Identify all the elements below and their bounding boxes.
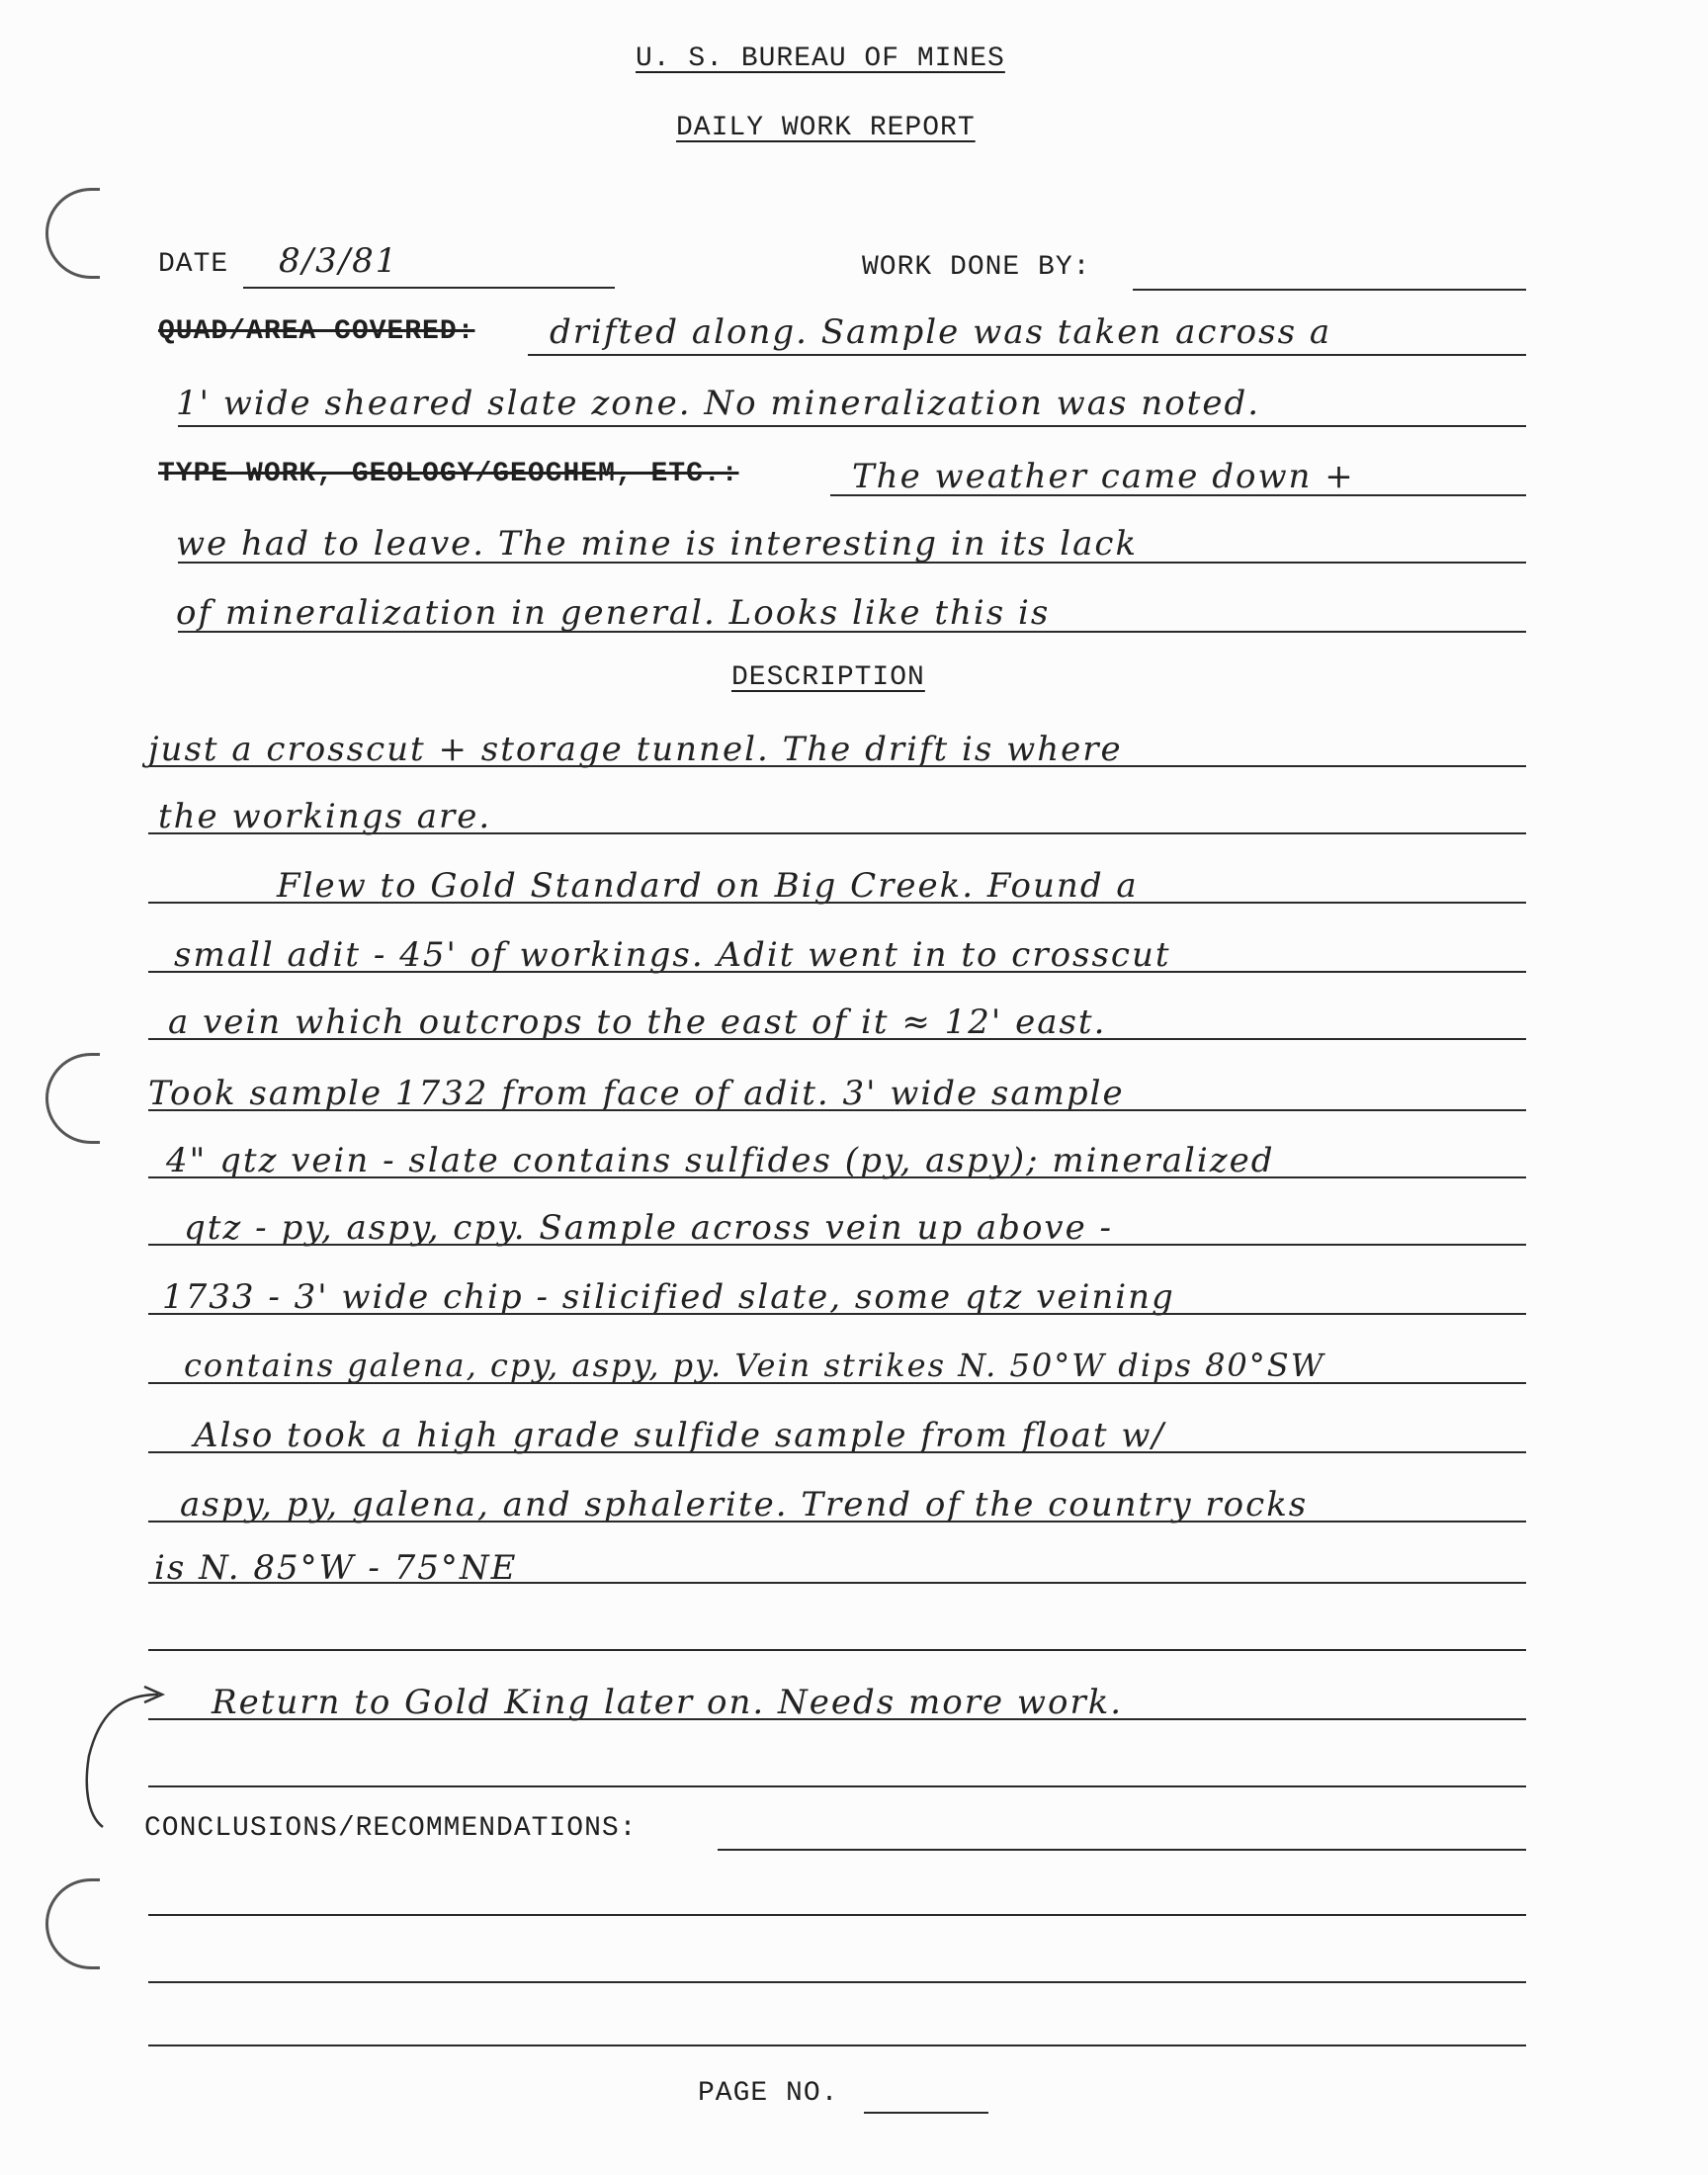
report-title: DAILY WORK REPORT — [676, 113, 976, 143]
rule-5 — [178, 631, 1526, 633]
desc-line: a vein which outcrops to the east of it ≈ 12' east. — [168, 1002, 1107, 1042]
rule-4 — [178, 562, 1526, 564]
work-done-by-label: WORK DONE BY: — [862, 252, 1091, 283]
conclusions-label: CONCLUSIONS/RECOMMENDATIONS: — [144, 1813, 638, 1844]
rule-21 — [148, 1785, 1526, 1787]
rule-6 — [148, 765, 1526, 767]
page-no-label: PAGE NO. — [698, 2078, 839, 2109]
desc-line: 1733 - 3' wide chip - silicified slate, some qtz veining — [162, 1277, 1175, 1317]
desc-line: Flew to Gold Standard on Big Creek. Found a — [277, 866, 1139, 906]
rule-8 — [148, 902, 1526, 904]
desc-line: the workings are. — [158, 797, 492, 836]
type-line-2: we had to leave. The mine is interesting in its lack — [176, 524, 1139, 564]
page-no-rule — [864, 2112, 988, 2114]
rule-18 — [148, 1582, 1526, 1584]
rule-24 — [148, 1981, 1526, 1983]
rule-20 — [148, 1718, 1526, 1720]
punch-hole-top — [45, 188, 100, 279]
desc-line: Return to Gold King later on. Needs more work. — [212, 1683, 1124, 1722]
work-done-by-rule — [1133, 289, 1526, 291]
rule-11 — [148, 1109, 1526, 1111]
margin-arrow-icon — [59, 1677, 168, 1835]
rule-10 — [148, 1038, 1526, 1040]
desc-line: Took sample 1732 from face of adit. 3' wide sample — [148, 1074, 1125, 1113]
punch-hole-bottom — [45, 1878, 100, 1969]
rule-12 — [148, 1176, 1526, 1178]
rule-7 — [148, 832, 1526, 834]
rule-3 — [830, 494, 1526, 496]
date-value: 8/3/81 — [279, 241, 399, 281]
desc-line: Also took a high grade sulfide sample from float w/ — [194, 1416, 1165, 1455]
rule-2 — [178, 425, 1526, 427]
desc-line: qtz - py, aspy, cpy. Sample across vein up above - — [184, 1208, 1114, 1248]
rule-19 — [148, 1649, 1526, 1651]
rule-1 — [528, 354, 1526, 356]
desc-line: aspy, py, galena, and sphalerite. Trend of the country rocks — [180, 1485, 1309, 1524]
rule-23 — [148, 1914, 1526, 1916]
desc-line: just a crosscut + storage tunnel. The drift is where — [148, 730, 1123, 769]
desc-line: 4" qtz vein - slate contains sulfides (py, aspy); mineralized — [166, 1141, 1275, 1180]
rule-14 — [148, 1313, 1526, 1315]
quad-area-label: QUAD/AREA COVERED: — [158, 316, 475, 347]
punch-hole-middle — [45, 1053, 100, 1144]
type-work-label: TYPE WORK, GEOLOGY/GEOCHEM, ETC.: — [158, 459, 739, 489]
type-line-1: The weather came down + — [852, 457, 1355, 496]
rule-25 — [148, 2044, 1526, 2046]
rule-16 — [148, 1451, 1526, 1453]
description-label: DESCRIPTION — [731, 662, 925, 693]
desc-line: contains galena, cpy, aspy, py. Vein strikes N. 50°W dips 80°SW — [184, 1347, 1325, 1384]
desc-line: is N. 85°W - 75°NE — [154, 1548, 518, 1588]
rule-15 — [148, 1382, 1526, 1384]
rule-22 — [718, 1849, 1526, 1851]
agency-title: U. S. BUREAU OF MINES — [636, 44, 1005, 74]
quad-line-1: drifted along. Sample was taken across a — [550, 312, 1332, 352]
date-rule — [243, 287, 615, 289]
quad-line-2: 1' wide sheared slate zone. No mineralization was noted. — [176, 384, 1261, 423]
date-label: DATE — [158, 249, 229, 280]
type-line-3: of mineralization in general. Looks like this is — [176, 593, 1051, 633]
rule-9 — [148, 971, 1526, 973]
desc-line: small adit - 45' of workings. Adit went in to crosscut — [174, 935, 1171, 975]
rule-13 — [148, 1244, 1526, 1246]
rule-17 — [148, 1521, 1526, 1522]
